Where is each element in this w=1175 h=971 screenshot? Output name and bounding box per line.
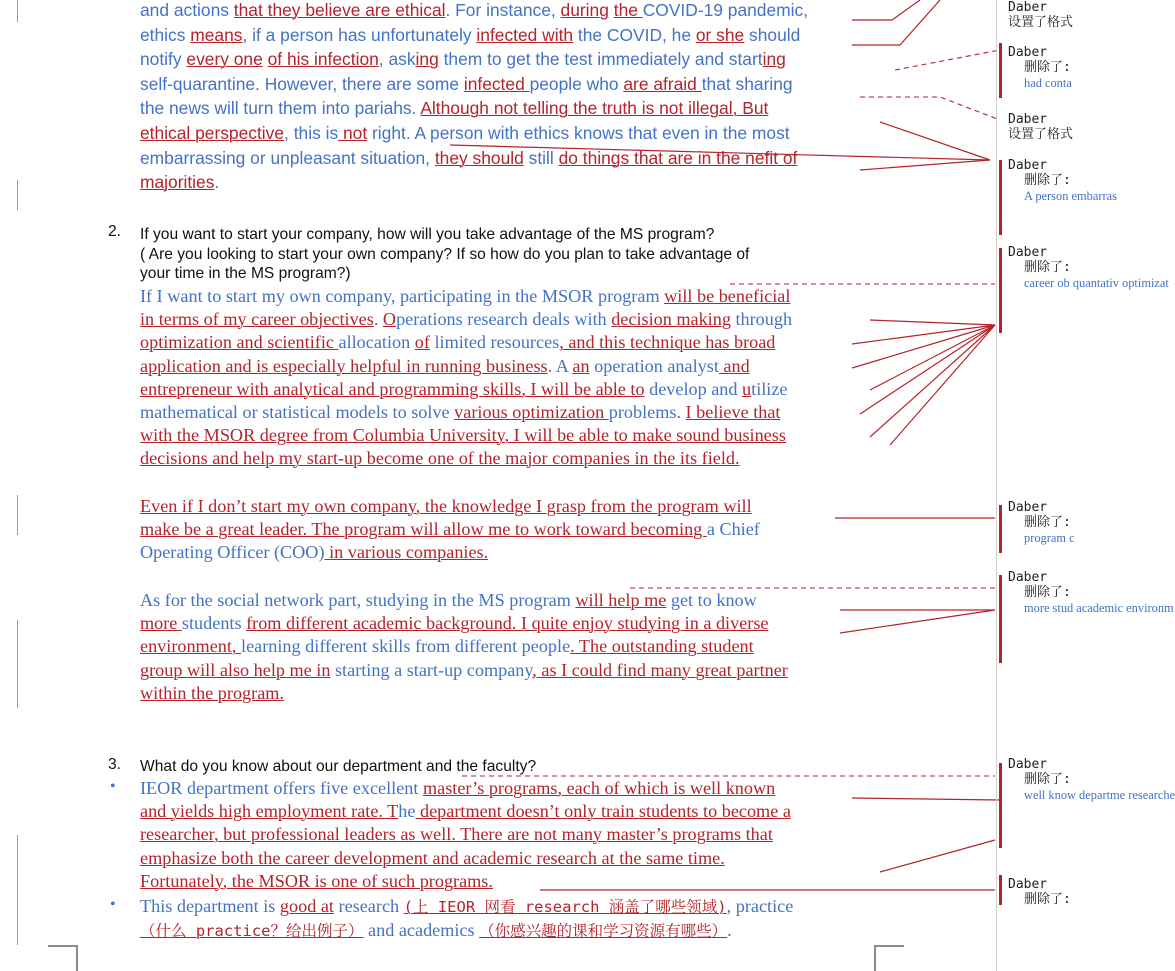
comment-action: 删除了: [1024, 772, 1071, 787]
original-text: embarrassing or unpleasant situation, [140, 147, 435, 168]
comment-author: Daber [1008, 570, 1048, 585]
comment-deleted-text: well know departme researche [1024, 788, 1175, 802]
comment-marker-bar [999, 505, 1002, 553]
comment-deleted-text: more stud academic environm [1024, 601, 1174, 615]
original-text: limited resources [429, 332, 560, 353]
tracked-insertion: (上 IEOR 网看 research 涵盖了哪些领域) [403, 898, 727, 916]
original-text: self-quarantine. However, there are some [140, 73, 464, 94]
tracked-insertion: Although not telling the truth is not illegal, But [420, 98, 769, 119]
tracked-insertion: master’s programs, each of which is well known [422, 778, 776, 798]
original-text: still [523, 147, 559, 168]
original-text: that sharing [701, 73, 793, 94]
original-text: , practice [726, 896, 794, 916]
comment-deleted-text: career ob quantativ optimizat [1024, 276, 1169, 290]
tracked-insertion: , and this technique has broad [559, 332, 776, 353]
tracked-insertion: O [382, 309, 397, 330]
tracked-insertion: infected [463, 73, 530, 94]
comment-balloon[interactable] [1008, 158, 1117, 204]
original-text: allocation [338, 332, 415, 353]
question-number: 2. [108, 223, 122, 240]
comment-author: Daber [1008, 500, 1048, 515]
tracked-insertion: （什么 practice？给出例子） [140, 922, 364, 941]
comment-action: 删除了: [1024, 260, 1071, 275]
comment-action: 设置了格式 [1008, 127, 1074, 142]
tracked-insertion: department doesn’t only train students to become a [415, 801, 791, 822]
tracked-insertion: do things that are in the nefit of [558, 147, 798, 168]
tracked-insertion: Even if I don’t start my own company, the knowledge I grasp from the program will [140, 496, 752, 516]
tracked-insertion: u [742, 378, 752, 399]
tracked-insertion: entrepreneur with analytical and programming skills, I will be able to [140, 378, 645, 399]
tracked-insertion: decision making [611, 309, 731, 330]
original-text: the COVID, he [573, 24, 696, 45]
comment-action: 删除了: [1024, 173, 1071, 188]
tracked-insertion: . The outstanding student [570, 636, 754, 657]
tracked-insertion: of his infection [267, 49, 379, 70]
comment-marker-bar [999, 875, 1002, 905]
original-text: . For instance, [445, 0, 561, 20]
tracked-insertion: ing [762, 49, 786, 70]
original-text: This department is [140, 896, 280, 916]
original-text: IEOR department offers five excellent [140, 778, 423, 798]
original-text: learning different skills from different people [241, 636, 571, 657]
comment-author: Daber [1008, 112, 1048, 127]
comment-author: Daber [1008, 45, 1048, 60]
tracked-insertion: an [572, 355, 590, 376]
question-number: 3. [108, 756, 122, 773]
tracked-insertion: and [718, 355, 750, 376]
tracked-insertion: （你感兴趣的课和学习资源有哪些） [479, 922, 728, 941]
original-text: mathematical or statistical models to solve [140, 402, 455, 423]
tracked-insertion: emphasize both the career development and academic research at the same time. [140, 847, 725, 868]
comment-author: Daber [1008, 0, 1048, 15]
tracked-insertion: in various companies. [324, 542, 489, 563]
original-text: , this is [284, 122, 339, 143]
question-line: If you want to start your company, how will you take advantage of the MS program? [140, 226, 715, 243]
tracked-insertion: they should [434, 147, 524, 168]
original-text: Operating Officer (COO) [140, 542, 325, 563]
original-text: the news will turn them into pariahs. [140, 98, 421, 119]
tracked-insertion: or she [695, 24, 745, 45]
tracked-insertion: are afraid [623, 73, 702, 94]
tracked-insertion: will help me [575, 590, 667, 610]
tracked-insertion: means [190, 24, 243, 45]
comment-deleted-text: program c [1024, 531, 1075, 545]
comment-marker-bar [999, 160, 1002, 235]
original-text: , ask [378, 49, 416, 70]
tracked-insertion: decisions and help my start-up become one of the major companies in the its field. [140, 448, 740, 469]
tracked-insertion: will be beneficial [664, 286, 791, 306]
original-text: perations research deals with [396, 309, 612, 330]
original-text: . A [547, 355, 573, 376]
tracked-insertion: application and is especially helpful in running business [140, 355, 548, 376]
comment-action: 设置了格式 [1008, 15, 1074, 30]
tracked-insertion: in terms of my career objectives [140, 309, 374, 330]
comment-action: 删除了: [1024, 515, 1071, 530]
comment-balloon[interactable] [1008, 112, 1088, 142]
tracked-insertion: Fortunately, the MSOR is one of such programs. [140, 870, 493, 891]
question-line: ( Are you looking to start your own company? If so how do you plan to take advantage of [140, 245, 750, 263]
comment-balloon[interactable] [1008, 0, 1088, 30]
comment-action: 删除了: [1024, 892, 1071, 907]
original-text: develop and [644, 378, 743, 399]
tracked-insertion: from different academic background. I quite enjoy studying in a diverse [246, 613, 769, 634]
tracked-insertion: partner [736, 659, 788, 680]
bullet-marker: • [110, 896, 116, 913]
comment-pane-divider [996, 0, 997, 971]
original-text: and actions [140, 0, 234, 20]
tracked-insertion: that they believe are ethical [233, 0, 446, 20]
page-corner-mark-left [48, 945, 80, 971]
comment-balloon[interactable] [1008, 245, 1169, 291]
original-text: COVID-19 pandemic, [642, 0, 809, 20]
original-text: a Chief [706, 519, 760, 540]
page-corner-mark-right [873, 945, 905, 971]
tracked-insertion: not [338, 122, 368, 143]
comment-action: 删除了: [1024, 585, 1071, 600]
tracked-insertion: group will also help me in [140, 659, 331, 680]
original-text: should [744, 24, 801, 45]
comment-action: 删除了: [1024, 60, 1071, 75]
comment-author: Daber [1008, 158, 1048, 173]
original-text: As for the social network part, studying in the MS program [140, 590, 576, 610]
tracked-insertion: during [560, 0, 609, 20]
tracked-insertion: of [414, 332, 430, 353]
original-text: ethics [140, 24, 191, 45]
original-text: right. A person with ethics knows that even in the most [367, 122, 790, 143]
original-text: through [730, 309, 793, 330]
tracked-insertion: optimization and scientific [140, 332, 339, 353]
tracked-insertion: infected with [476, 24, 574, 45]
tracked-insertion: ing [415, 49, 439, 70]
comment-deleted-text: A person embarras [1024, 189, 1117, 203]
tracked-insertion: every one [186, 49, 263, 70]
original-text: research [333, 896, 404, 916]
original-text: them to get the test immediately and start [438, 49, 763, 70]
original-text: If I want to start my own company, participating in the MSOR program [140, 286, 665, 306]
comment-balloon[interactable] [1008, 500, 1088, 546]
tracked-insertion: within the program. [140, 682, 284, 703]
tracked-insertion: environment, [140, 636, 242, 657]
tracked-insertion: I believe that [685, 402, 781, 423]
original-text: operation analyst [589, 355, 719, 376]
tracked-insertion: various optimization [454, 402, 609, 423]
comment-balloon[interactable] [1008, 570, 1174, 616]
tracked-insertion: ethical perspective [140, 122, 285, 143]
question-line: your time in the MS program?) [140, 265, 351, 283]
original-text: starting a start-up company [330, 659, 533, 680]
comment-marker-bar [999, 43, 1002, 98]
original-text: tilize [751, 378, 788, 399]
tracked-insertion: good at [279, 896, 334, 916]
comment-marker-bar [999, 763, 1002, 848]
comment-balloon[interactable] [1008, 877, 1088, 907]
comment-author: Daber [1008, 757, 1048, 772]
original-text: students [181, 613, 247, 634]
original-text: problems. [608, 402, 686, 423]
comment-balloon[interactable] [1008, 757, 1175, 803]
question-3: What do you know about our department and the faculty? [140, 758, 537, 775]
tracked-insertion: majorities [140, 172, 215, 193]
tracked-insertion: and yields high employment rate. T [140, 801, 399, 822]
tracked-insertion: more [140, 613, 182, 634]
tracked-insertion: make be a great leader. The program will allow me to work toward becoming [140, 519, 707, 540]
original-text: . [214, 172, 220, 193]
tracked-insertion: with the MSOR degree from Columbia University, I will be able to make sound business [140, 425, 786, 446]
comment-author: Daber [1008, 245, 1048, 260]
bullet-marker: • [110, 778, 116, 795]
tracked-insertion: researcher, but professional leaders as well. There are not many master’s programs that [140, 824, 773, 845]
original-text: . [727, 920, 732, 941]
original-text: and academics [363, 920, 480, 941]
tracked-insertion: the [613, 0, 643, 20]
original-text: people who [529, 73, 624, 94]
comment-marker-bar [999, 248, 1002, 333]
original-text: , if a person has unfortunately [242, 24, 477, 45]
original-text: he [398, 801, 416, 822]
comment-marker-bar [999, 575, 1002, 663]
original-text: get to know [666, 590, 757, 610]
comment-balloon[interactable] [1008, 45, 1088, 91]
comment-deleted-text: had conta [1024, 76, 1072, 90]
tracked-insertion: , as I could find many great [532, 659, 737, 680]
original-text: . [373, 309, 383, 330]
original-text: notify [140, 49, 187, 70]
comment-author: Daber [1008, 877, 1048, 892]
